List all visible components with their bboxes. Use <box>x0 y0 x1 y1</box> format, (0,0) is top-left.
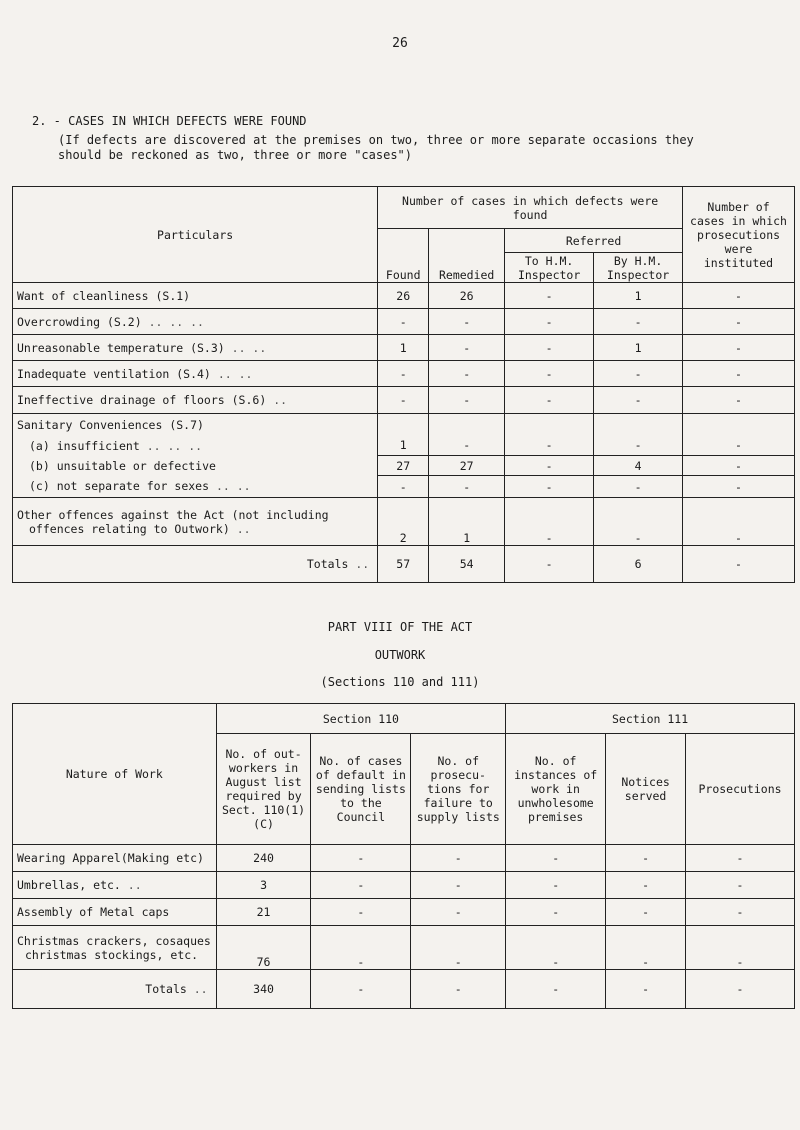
cell-found: - <box>378 476 429 498</box>
header-prosecutions-failure: No. of prosecu-tions for failure to supply lists <box>411 734 506 845</box>
cell-prosecutions-failure: - <box>411 899 506 926</box>
cell-remedied: 1 <box>429 498 505 546</box>
total-instances: - <box>506 970 606 1009</box>
note-line-1: (If defects are discovered at the premises on two, three or more separate occasions they <box>58 133 694 147</box>
cell-prosecutions: - <box>683 456 795 476</box>
outwork-table <box>12 703 795 1009</box>
row-label: (b) unsuitable or defective <box>13 456 378 476</box>
note-line-2: should be reckoned as two, three or more "cases") <box>58 148 413 162</box>
totals-label: Totals .. <box>13 970 217 1009</box>
header-instances-unwholesome: No. of instances of work in unwholesome premises <box>506 734 606 845</box>
row-label: Want of cleanliness (S.1) <box>13 283 378 309</box>
table-row <box>13 335 795 361</box>
cell-to-hm: - <box>505 335 594 361</box>
cell-by-hm: 4 <box>594 456 683 476</box>
part-subtitle: OUTWORK <box>374 648 426 662</box>
cell-default: - <box>311 845 411 872</box>
section-heading: 2. - CASES IN WHICH DEFECTS WERE FOUND <box>32 114 307 128</box>
table-row <box>13 309 795 335</box>
cell-outworkers: 3 <box>216 872 311 899</box>
header-outworkers: No. of out-workers in August list required by Sect. 110(1)(C) <box>216 734 311 845</box>
cell-notices: - <box>606 926 686 970</box>
cell-by-hm: 1 <box>594 335 683 361</box>
cell-found: 27 <box>378 456 429 476</box>
cell-prosecutions: - <box>683 387 795 414</box>
cell-default: - <box>311 872 411 899</box>
cell-by-hm: 1 <box>594 283 683 309</box>
cell-by-hm: - <box>594 476 683 498</box>
cell-remedied: - <box>429 309 505 335</box>
header-by-hm-inspector: By H.M. Inspector <box>594 253 683 283</box>
cell-prosecutions: - <box>683 309 795 335</box>
cell-notices: - <box>606 899 686 926</box>
table-row <box>13 283 795 309</box>
table-row <box>13 926 795 970</box>
cell-outworkers: 240 <box>216 845 311 872</box>
header-notices-served: Notices served <box>606 734 686 845</box>
cell-prosecutions: - <box>683 498 795 546</box>
cell-notices: - <box>606 845 686 872</box>
cell-found: 1 <box>378 335 429 361</box>
page-number: 26 <box>392 36 408 51</box>
header-found: Found <box>378 229 429 283</box>
table-row <box>13 498 795 546</box>
cell-prosecutions-failure: - <box>411 926 506 970</box>
total-prosecutions: - <box>686 970 795 1009</box>
row-label: Umbrellas, etc. .. <box>13 872 217 899</box>
header-particulars: Particulars <box>13 187 378 283</box>
header-prosecutions: Number of cases in which prosecutions were instituted <box>683 187 795 283</box>
cell-to-hm: - <box>505 436 594 456</box>
cell-outworkers: 76 <box>216 926 311 970</box>
table-row <box>13 872 795 899</box>
cell-to-hm: - <box>505 387 594 414</box>
row-label: Unreasonable temperature (S.3) .. .. <box>13 335 378 361</box>
table-row <box>13 361 795 387</box>
cell-found: 1 <box>378 436 429 456</box>
table-row <box>13 456 795 476</box>
cell-remedied: - <box>429 436 505 456</box>
table-row <box>13 845 795 872</box>
sanitary-title: Sanitary Conveniences (S.7) <box>13 414 378 436</box>
cell-found: - <box>378 309 429 335</box>
table-row <box>13 476 795 498</box>
part-title: PART VIII OF THE ACT <box>327 620 473 634</box>
cell-instances: - <box>506 845 606 872</box>
cell-instances: - <box>506 872 606 899</box>
total-remedied: 54 <box>429 546 505 583</box>
cell-outworkers: 21 <box>216 899 311 926</box>
cell-remedied: 27 <box>429 456 505 476</box>
cell-remedied: - <box>429 335 505 361</box>
part-sections: (Sections 110 and 111) <box>320 675 480 689</box>
cell-to-hm: - <box>505 361 594 387</box>
cell-prosecutions: - <box>683 283 795 309</box>
row-label: Wearing Apparel(Making etc) <box>13 845 217 872</box>
header-to-hm-inspector: To H.M. Inspector <box>505 253 594 283</box>
cell-to-hm: - <box>505 309 594 335</box>
cell-remedied: 26 <box>429 283 505 309</box>
cell-prosecutions: - <box>686 872 795 899</box>
total-found: 57 <box>378 546 429 583</box>
cell-prosecutions: - <box>683 476 795 498</box>
cell-to-hm: - <box>505 476 594 498</box>
cell-prosecutions: - <box>686 899 795 926</box>
cell-by-hm: - <box>594 498 683 546</box>
row-label: Ineffective drainage of floors (S.6) .. <box>13 387 378 414</box>
cell-instances: - <box>506 926 606 970</box>
cell-remedied: - <box>429 387 505 414</box>
cell-notices: - <box>606 872 686 899</box>
cell-found: - <box>378 387 429 414</box>
cell-prosecutions-failure: - <box>411 872 506 899</box>
totals-row <box>13 546 795 583</box>
cell-to-hm: - <box>505 456 594 476</box>
cell-to-hm: - <box>505 283 594 309</box>
table-row <box>13 414 795 436</box>
table-row <box>13 387 795 414</box>
cell-prosecutions: - <box>683 361 795 387</box>
cell-by-hm: - <box>594 309 683 335</box>
header-prosecutions: Prosecutions <box>686 734 795 845</box>
cell-prosecutions: - <box>686 926 795 970</box>
cell-to-hm: - <box>505 498 594 546</box>
cell-found: 2 <box>378 498 429 546</box>
total-notices: - <box>606 970 686 1009</box>
cell-prosecutions: - <box>683 436 795 456</box>
total-by-hm: 6 <box>594 546 683 583</box>
total-outworkers: 340 <box>216 970 311 1009</box>
totals-label: Totals .. <box>13 546 378 583</box>
total-prosecutions-failure: - <box>411 970 506 1009</box>
cell-prosecutions: - <box>683 335 795 361</box>
cell-found: - <box>378 361 429 387</box>
cell-prosecutions: - <box>686 845 795 872</box>
row-label: Overcrowding (S.2) .. .. .. <box>13 309 378 335</box>
cell-found: 26 <box>378 283 429 309</box>
table-row <box>13 436 795 456</box>
cell-remedied: - <box>429 361 505 387</box>
total-default: - <box>311 970 411 1009</box>
row-label-other-offences: Other offences against the Act (not including offences relating to Outwork) .. <box>13 498 378 546</box>
header-section-111: Section 111 <box>506 704 795 734</box>
cell-default: - <box>311 899 411 926</box>
row-label: Inadequate ventilation (S.4) .. .. <box>13 361 378 387</box>
header-default-cases: No. of cases of default in sending lists to the Council <box>311 734 411 845</box>
header-nature-of-work: Nature of Work <box>13 704 217 845</box>
cell-by-hm: - <box>594 436 683 456</box>
cell-remedied: - <box>429 476 505 498</box>
row-label: (a) insufficient .. .. .. <box>13 436 378 456</box>
row-label: Assembly of Metal caps <box>13 899 217 926</box>
row-label-christmas: Christmas crackers, cosaques christmas stockings, etc. <box>13 926 217 970</box>
total-prosecutions: - <box>683 546 795 583</box>
defects-table <box>12 186 795 583</box>
cell-default: - <box>311 926 411 970</box>
note <box>58 133 778 163</box>
cell-instances: - <box>506 899 606 926</box>
row-label: (c) not separate for sexes .. .. <box>13 476 378 498</box>
header-section-110: Section 110 <box>216 704 506 734</box>
header-number-of-cases: Number of cases in which defects were found <box>378 187 683 229</box>
total-to-hm: - <box>505 546 594 583</box>
cell-prosecutions-failure: - <box>411 845 506 872</box>
cell-by-hm: - <box>594 387 683 414</box>
header-remedied: Remedied <box>429 229 505 283</box>
header-referred: Referred <box>505 229 683 253</box>
table-row <box>13 899 795 926</box>
totals-row <box>13 970 795 1009</box>
cell-by-hm: - <box>594 361 683 387</box>
